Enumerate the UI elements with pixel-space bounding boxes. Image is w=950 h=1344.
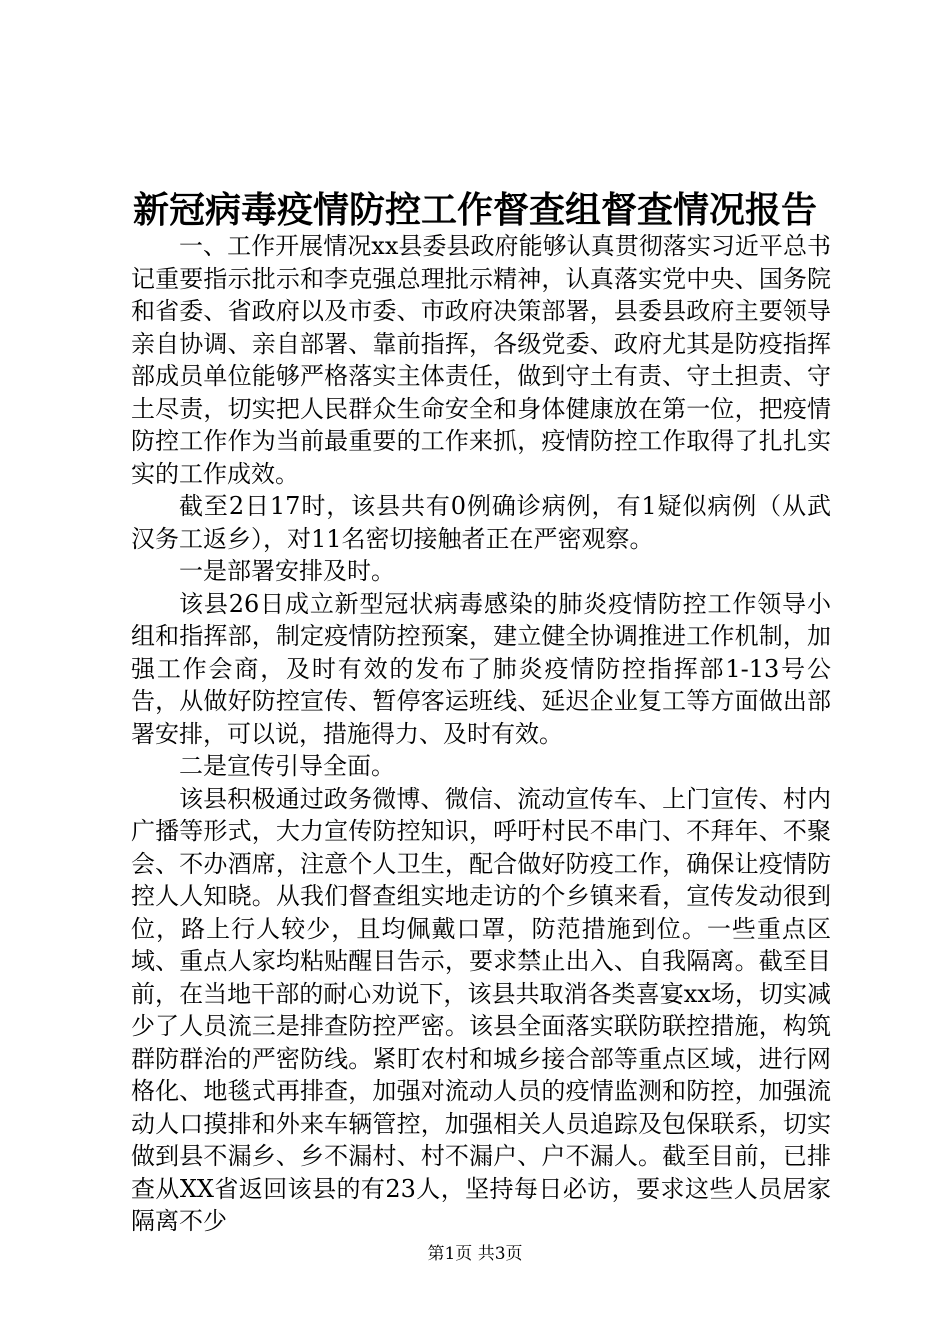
paragraph-publicity: 该县积极通过政务微博、微信、流动宣传车、上门宣传、村内广播等形式，大力宣传防控知识，呼吁村民不串门、不拜年、不聚会、不办酒席，注意个人卫生，配合做好防疫工作，确保让疫情防控人人知晓。从我们督查组实地走访的个乡镇来看，宣传发动很到位，路上行人较少，且均佩戴口罩，防范措施到位。一些重点区域、重点人家均粘贴醒目告示，要求禁止出入、自我隔离。截至目前，在当地干部的耐心劝说下，该县共取消各类喜宴xx场，切实减少了人员流三是排查防控严密。该县全面落实联防联控措施，构筑群防群治的严密防线。紧盯农村和城乡接合部等重点区域，进行网格化、地毯式再排查，加强对流动人员的疫情监测和防控，加强流动人口摸排和外来车辆管控，加强相关人员追踪及包保联系，切实做到县不漏乡、乡不漏村、村不漏户、户不漏人。截至目前，已排查从XX省返回该县的有23人，坚持每日必访，要求这些人员居家隔离不少 (131, 784, 831, 1235)
paragraph-deployment: 该县26日成立新型冠状病毒感染的肺炎疫情防控工作领导小组和指挥部，制定疫情防控预案，建立健全协调推进工作机制，加强工作会商，及时有效的发布了肺炎疫情防控指挥部1-13号公告，从做好防控宣传、暂停客运班线、延迟企业复工等方面做出部署安排，可以说，措施得力、及时有效。 (131, 589, 831, 748)
paragraph-heading-publicity: 二是宣传引导全面。 (179, 752, 395, 780)
document-title: 新冠病毒疫情防控工作督查组督查情况报告 (132, 189, 817, 231)
document-body (131, 230, 831, 1238)
paragraph-heading-deployment: 一是部署安排及时。 (179, 557, 395, 585)
page-number-footer: 第1页 共3页 (427, 1244, 523, 1264)
paragraph-work-overview: 一、工作开展情况xx县委县政府能够认真贯彻落实习近平总书记重要指示批示和李克强总理批示精神，认真落实党中央、国务院和省委、省政府以及市委、市政府决策部署，县委县政府主要领导亲自协调、亲自部署、靠前指挥，各级党委、政府尤其是防疫指挥部成员单位能够严格落实主体责任，做到守土有责、守土担责、守土尽责，切实把人民群众生命安全和身体健康放在第一位，把疫情防控工作作为当前最重要的工作来抓，疫情防控工作取得了扎扎实实的工作成效。 (131, 232, 831, 488)
paragraph-case-count: 截至2日17时，该县共有0例确诊病例，有1疑似病例（从武汉务工返乡），对11名密切接触者正在严密观察。 (131, 492, 831, 553)
